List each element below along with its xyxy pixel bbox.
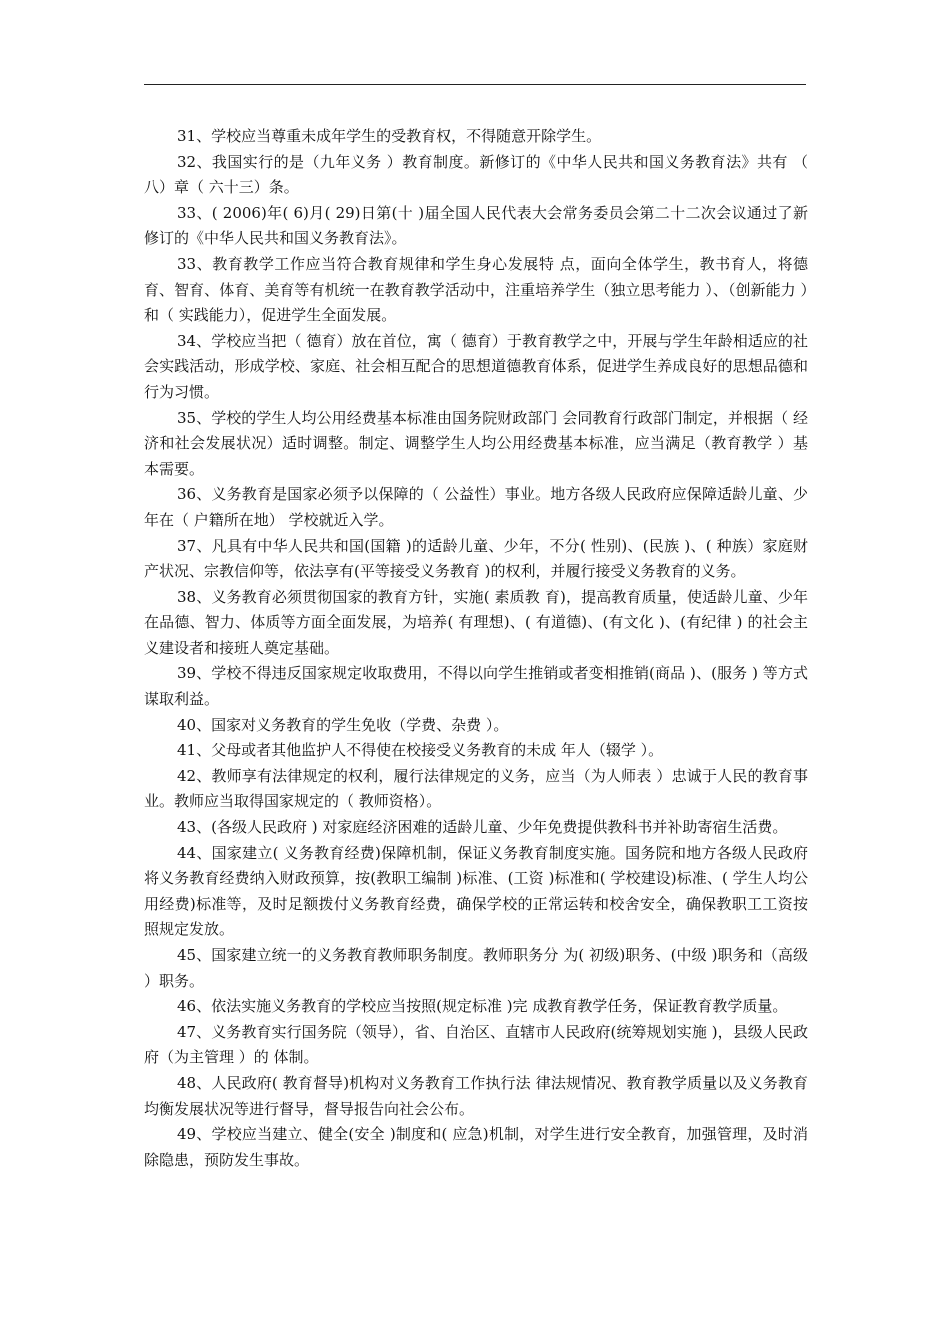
paragraph-42: 42、教师享有法律规定的权利，履行法律规定的义务，应当（为人师表 ）忠诚于人民的教育事业。教师应当取得国家规定的（ 教师资格）。 — [144, 766, 808, 811]
paragraph-33b: 33、教育教学工作应当符合教育规律和学生身心发展特 点，面向全体学生，教书育人，将德育、智育、体育、美育等有机统一在教育教学活动中，注重培养学生（独立思考能力 ）、（创新能力 ）和（ 实践能力），促进学生全面发展。 — [144, 254, 808, 325]
paragraph-35: 35、学校的学生人均公用经费基本标准由国务院财政部门 会同教育行政部门制定，并根据（ 经济和社会发展状况）适时调整。制定、调整学生人均公用经费基本标准，应当满足（教育教学 ）基本需要。 — [144, 408, 808, 478]
paragraph-34: 34、学校应当把（ 德育）放在首位，寓（ 德育）于教育教学之中，开展与学生年龄相适应的社会实践活动，形成学校、家庭、社会相互配合的思想道德教育体系，促进学生养成良好的思想品德和行为习惯。 — [144, 331, 808, 401]
document-body — [144, 124, 808, 1173]
header-rule — [144, 84, 806, 85]
paragraph-33a: 33、( 2006)年( 6)月( 29)日第(十 )届全国人民代表大会常务委员会第二十二次会议通过了新修订的《中华人民共和国义务教育法》。 — [144, 203, 808, 248]
paragraph-48: 48、人民政府( 教育督导)机构对义务教育工作执行法 律法规情况、教育教学质量以及义务教育均衡发展状况等进行督导，督导报告向社会公布。 — [144, 1073, 808, 1118]
paragraph-31: 31、学校应当尊重未成年学生的受教育权，不得随意开除学生。 — [177, 127, 602, 145]
paragraph-39: 39、学校不得违反国家规定收取费用，不得以向学生推销或者变相推销(商品 )、(服务 ) 等方式谋取利益。 — [144, 664, 808, 709]
paragraph-36: 36、义务教育是国家必须予以保障的（ 公益性）事业。地方各级人民政府应保障适龄儿童、少年在（ 户籍所在地） 学校就近入学。 — [144, 485, 808, 529]
paragraph-32: 32、我国实行的是（九年义务 ）教育制度。新修订的《中华人民共和国义务教育法》共有 （ 八）章（ 六十三）条。 — [144, 152, 808, 197]
paragraph-41: 41、父母或者其他监护人不得使在校接受义务教育的未成 年人（辍学 ）。 — [177, 741, 664, 760]
paragraph-43: 43、(各级人民政府 ) 对家庭经济困难的适龄儿童、少年免费提供教科书并补助寄宿生活费。 — [177, 818, 788, 837]
paragraph-44: 44、国家建立( 义务教育经费)保障机制，保证义务教育制度实施。国务院和地方各级人民政府将义务教育经费纳入财政预算，按(教职工编制 )标准、(工资 )标准和( 学校建设)标准、( 学生人均公用经费)标准等，及时足额拨付义务教育经费，确保学校的正常运转和校舍安全，确保教职工工资按照规定发放。 — [144, 843, 808, 939]
paragraph-47: 47、义务教育实行国务院（领导），省、自治区、直辖市人民政府(统筹规划实施 )，县级人民政府（为主管理 ）的 体制。 — [144, 1022, 808, 1067]
paragraph-40: 40、国家对义务教育的学生免收（学费、杂费 ）。 — [177, 715, 509, 734]
paragraph-49: 49、学校应当建立、健全(安全 )制度和( 应急)机制，对学生进行安全教育，加强管理，及时消除隐患，预防发生事故。 — [144, 1125, 808, 1169]
paragraph-46: 46、依法实施义务教育的学校应当按照(规定标准 )完 成教育教学任务，保证教育教学质量。 — [177, 997, 788, 1016]
paragraph-45: 45、国家建立统一的义务教育教师职务制度。教师职务分 为( 初级)职务、(中级 )职务和（高级 ）职务。 — [144, 946, 808, 990]
paragraph-37: 37、凡具有中华人民共和国(国籍 )的适龄儿童、少年，不分( 性别)、(民族 )、( 种族）家庭财产状况、宗教信仰等，依法享有(平等接受义务教育 )的权利，并履行接受义务教育的义务。 — [144, 536, 808, 581]
paragraph-38: 38、义务教育必须贯彻国家的教育方针，实施( 素质教 育)，提高教育质量，使适龄儿童、少年在品德、智力、体质等方面全面发展，为培养( 有理想)、( 有道德)、(有文化 )、(有纪律 ) 的社会主义建设者和接班人奠定基础。 — [144, 587, 808, 657]
